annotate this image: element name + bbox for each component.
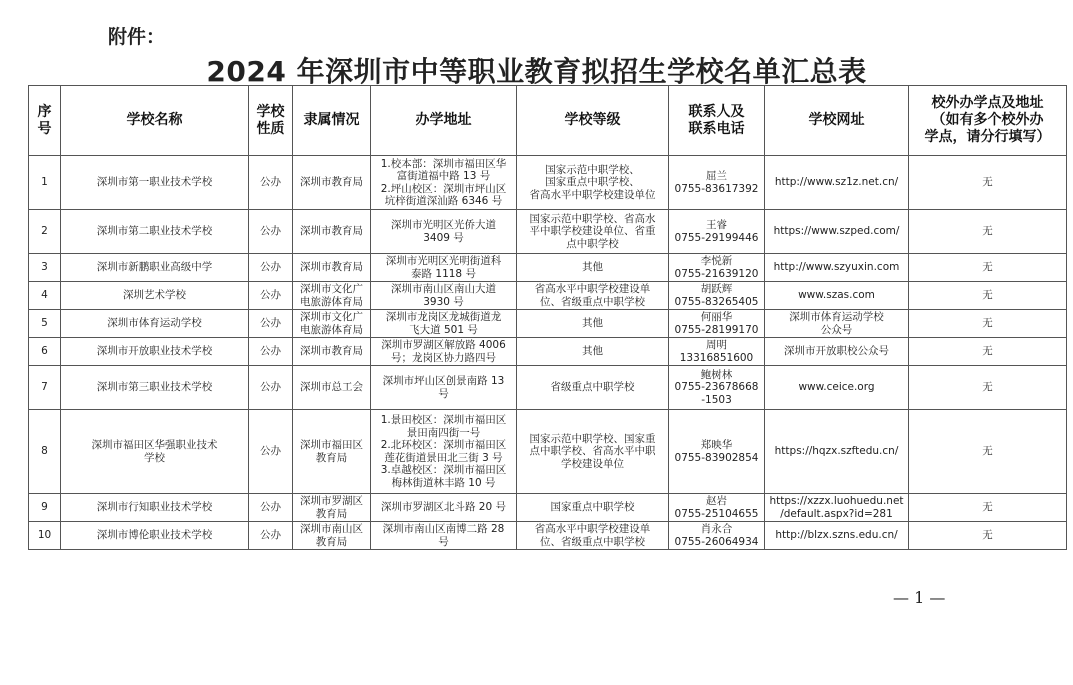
cell-nature: 公办: [249, 522, 293, 550]
header-branch: 校外办学点及地址 （如有多个校外办 学点，请分行填写）: [909, 86, 1067, 156]
cell-no: 6: [29, 338, 61, 366]
cell-address: 深圳市罗湖区解放路 4006 号；龙岗区协力路四号: [371, 338, 517, 366]
cell-level: 国家示范中职学校、省高水 平中职学校建设单位、省重 点中职学校: [517, 210, 669, 254]
table-row: [29, 310, 1067, 338]
cell-affiliation: 深圳市教育局: [293, 156, 371, 210]
cell-website: www.ceice.org: [765, 366, 909, 410]
cell-level: 其他: [517, 338, 669, 366]
cell-contact: 何丽华 0755-28199170: [669, 310, 765, 338]
cell-affiliation: 深圳市罗湖区 教育局: [293, 494, 371, 522]
cell-affiliation: 深圳市教育局: [293, 210, 371, 254]
cell-affiliation: 深圳市教育局: [293, 338, 371, 366]
cell-nature: 公办: [249, 338, 293, 366]
cell-address: 深圳市龙岗区龙城街道龙 飞大道 501 号: [371, 310, 517, 338]
header-no: 序 号: [29, 86, 61, 156]
cell-website: 深圳市开放职校公众号: [765, 338, 909, 366]
document-title: 2024 年深圳市中等职业教育拟招生学校名单汇总表: [206, 55, 867, 88]
cell-name: 深圳市新鹏职业高级中学: [61, 254, 249, 282]
cell-level: 国家示范中职学校、国家重 点中职学校、省高水平中职 学校建设单位: [517, 410, 669, 494]
cell-name: 深圳艺术学校: [61, 282, 249, 310]
header-contact: 联系人及 联系电话: [669, 86, 765, 156]
cell-website: https://hqzx.szftedu.cn/: [765, 410, 909, 494]
cell-name: 深圳市第一职业技术学校: [61, 156, 249, 210]
table-row: [29, 282, 1067, 310]
cell-address: 深圳市罗湖区北斗路 20 号: [371, 494, 517, 522]
table-row: [29, 156, 1067, 210]
cell-level: 省级重点中职学校: [517, 366, 669, 410]
cell-level: 省高水平中职学校建设单 位、省级重点中职学校: [517, 522, 669, 550]
cell-branch: 无: [909, 366, 1067, 410]
table-row: [29, 254, 1067, 282]
cell-affiliation: 深圳市福田区 教育局: [293, 410, 371, 494]
cell-name: 深圳市行知职业技术学校: [61, 494, 249, 522]
cell-website: www.szas.com: [765, 282, 909, 310]
cell-nature: 公办: [249, 254, 293, 282]
cell-name: 深圳市福田区华强职业技术 学校: [61, 410, 249, 494]
cell-no: 10: [29, 522, 61, 550]
school-list-table: [28, 85, 1067, 550]
cell-no: 1: [29, 156, 61, 210]
header-website: 学校网址: [765, 86, 909, 156]
cell-contact: 肖永合 0755-26064934: [669, 522, 765, 550]
table-row: [29, 522, 1067, 550]
cell-branch: 无: [909, 338, 1067, 366]
header-nature: 学校 性质: [249, 86, 293, 156]
cell-name: 深圳市开放职业技术学校: [61, 338, 249, 366]
cell-website: https://xzzx.luohuedu.net /default.aspx?id=281: [765, 494, 909, 522]
cell-website: http://blzx.szns.edu.cn/: [765, 522, 909, 550]
cell-level: 省高水平中职学校建设单 位、省级重点中职学校: [517, 282, 669, 310]
header-address: 办学地址: [371, 86, 517, 156]
cell-no: 4: [29, 282, 61, 310]
cell-address: 1.校本部：深圳市福田区华 富街道福中路 13 号 2.坪山校区：深圳市坪山区 坑梓街道深汕路 6346 号: [371, 156, 517, 210]
cell-affiliation: 深圳市南山区 教育局: [293, 522, 371, 550]
cell-level: 其他: [517, 254, 669, 282]
cell-no: 7: [29, 366, 61, 410]
cell-no: 9: [29, 494, 61, 522]
cell-level: 国家重点中职学校: [517, 494, 669, 522]
cell-nature: 公办: [249, 156, 293, 210]
page-number: — 1 —: [893, 588, 946, 607]
cell-branch: 无: [909, 156, 1067, 210]
cell-contact: 鲍树林 0755-23678668 -1503: [669, 366, 765, 410]
cell-address: 1.景田校区：深圳市福田区 景田南四街一号 2.北环校区：深圳市福田区 莲花街道景田北三街 3 号 3.卓越校区：深圳市福田区 梅林街道林丰路 10 号: [371, 410, 517, 494]
cell-address: 深圳市南山区南博二路 28 号: [371, 522, 517, 550]
cell-nature: 公办: [249, 310, 293, 338]
cell-branch: 无: [909, 410, 1067, 494]
cell-nature: 公办: [249, 210, 293, 254]
cell-contact: 胡跃辉 0755-83265405: [669, 282, 765, 310]
table-row: [29, 494, 1067, 522]
cell-address: 深圳市坪山区创景南路 13 号: [371, 366, 517, 410]
cell-branch: 无: [909, 210, 1067, 254]
cell-branch: 无: [909, 494, 1067, 522]
cell-website: https://www.szped.com/: [765, 210, 909, 254]
cell-affiliation: 深圳市文化广 电旅游体育局: [293, 282, 371, 310]
cell-website: http://www.sz1z.net.cn/: [765, 156, 909, 210]
cell-branch: 无: [909, 522, 1067, 550]
cell-website: 深圳市体育运动学校 公众号: [765, 310, 909, 338]
cell-address: 深圳市南山区南山大道 3930 号: [371, 282, 517, 310]
cell-affiliation: 深圳市总工会: [293, 366, 371, 410]
cell-address: 深圳市光明区光明街道科 泰路 1118 号: [371, 254, 517, 282]
cell-no: 2: [29, 210, 61, 254]
header-affiliation: 隶属情况: [293, 86, 371, 156]
table-header-row: [29, 86, 1067, 156]
attachment-label: 附件：: [108, 26, 166, 48]
cell-name: 深圳市体育运动学校: [61, 310, 249, 338]
cell-contact: 屈兰 0755-83617392: [669, 156, 765, 210]
table-row: [29, 410, 1067, 494]
header-level: 学校等级: [517, 86, 669, 156]
cell-contact: 李悦新 0755-21639120: [669, 254, 765, 282]
cell-nature: 公办: [249, 366, 293, 410]
cell-website: http://www.szyuxin.com: [765, 254, 909, 282]
header-name: 学校名称: [61, 86, 249, 156]
table-row: [29, 210, 1067, 254]
cell-branch: 无: [909, 310, 1067, 338]
cell-level: 国家示范中职学校、 国家重点中职学校、 省高水平中职学校建设单位: [517, 156, 669, 210]
cell-name: 深圳市第三职业技术学校: [61, 366, 249, 410]
table-row: [29, 338, 1067, 366]
table-row: [29, 366, 1067, 410]
cell-level: 其他: [517, 310, 669, 338]
cell-branch: 无: [909, 254, 1067, 282]
cell-contact: 赵岩 0755-25104655: [669, 494, 765, 522]
cell-name: 深圳市博伦职业技术学校: [61, 522, 249, 550]
cell-contact: 周明 13316851600: [669, 338, 765, 366]
cell-nature: 公办: [249, 494, 293, 522]
cell-name: 深圳市第二职业技术学校: [61, 210, 249, 254]
cell-no: 5: [29, 310, 61, 338]
cell-affiliation: 深圳市文化广 电旅游体育局: [293, 310, 371, 338]
cell-nature: 公办: [249, 410, 293, 494]
cell-no: 3: [29, 254, 61, 282]
cell-contact: 王睿 0755-29199446: [669, 210, 765, 254]
cell-no: 8: [29, 410, 61, 494]
cell-affiliation: 深圳市教育局: [293, 254, 371, 282]
cell-nature: 公办: [249, 282, 293, 310]
cell-contact: 郑映华 0755-83902854: [669, 410, 765, 494]
cell-branch: 无: [909, 282, 1067, 310]
cell-address: 深圳市光明区光侨大道 3409 号: [371, 210, 517, 254]
